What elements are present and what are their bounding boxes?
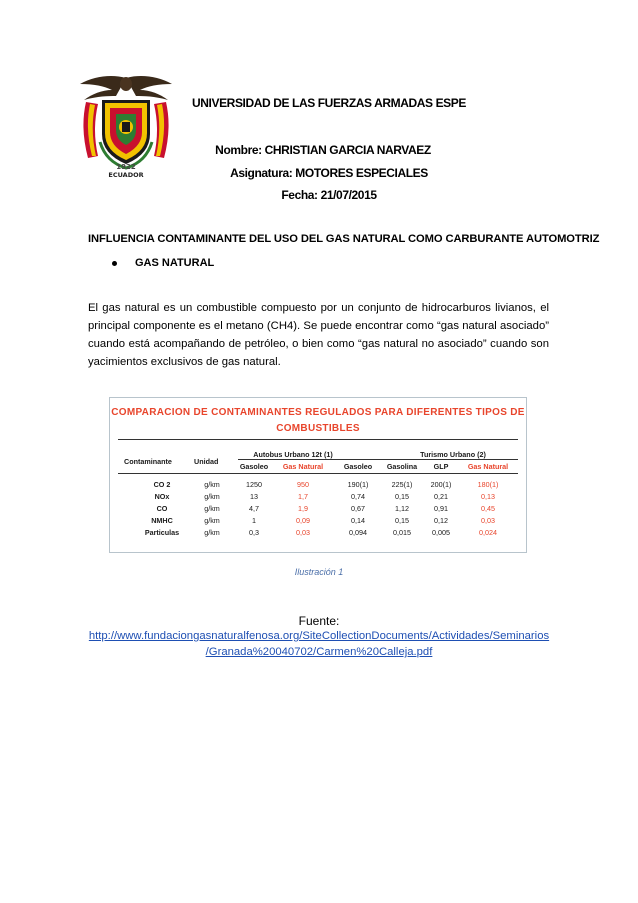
pollutants-table: [109, 397, 527, 553]
table-title-line-1: COMPARACION DE CONTAMINANTES REGULADOS PARA DIFERENTES TIPOS DE: [111, 407, 525, 418]
table-cell: 0,21: [434, 492, 448, 501]
row-unit: g/km: [204, 492, 220, 501]
table-cell: 0,15: [395, 516, 409, 525]
table-cell: 4,7: [249, 504, 259, 513]
group-turismo-rule: [342, 459, 518, 460]
source-link-continued[interactable]: /Granada%20040702/Carmen%20Calleja.pdf: [205, 646, 433, 658]
row-unit: g/km: [204, 528, 220, 537]
svg-text:1922: 1922: [116, 163, 136, 171]
table-cell: 0,015: [393, 528, 411, 537]
subject: Asignatura: MOTORES ESPECIALES: [230, 166, 428, 180]
table-cell: 1: [252, 516, 256, 525]
bullet-icon: [112, 261, 117, 266]
table-divider: [118, 439, 518, 440]
table-cell: 0,03: [296, 528, 310, 537]
table-cell: 0,024: [479, 528, 497, 537]
date: Fecha: 21/07/2015: [281, 188, 377, 202]
university-logo: [72, 72, 180, 180]
table-cell: 0,67: [351, 504, 365, 513]
table-cell: 0,91: [434, 504, 448, 513]
group-bus-rule: [238, 459, 342, 460]
subcol-header: Gasolina: [386, 462, 418, 471]
col-contaminante: Contaminante: [124, 457, 172, 466]
bullet-item: [112, 257, 214, 269]
subcol-header: Gas Natural: [282, 462, 324, 471]
header-rule: [118, 473, 518, 474]
table-cell: 180(1): [477, 480, 499, 489]
paragraph-line: yacimientos exclusivos de gas natural.: [88, 356, 281, 368]
table-cell: 0,15: [395, 492, 409, 501]
table-cell: 950: [297, 480, 309, 489]
university-name: UNIVERSIDAD DE LAS FUERZAS ARMADAS ESPE: [192, 96, 466, 110]
document-title: INFLUENCIA CONTAMINANTE DEL USO DEL GAS NATURAL COMO CARBURANTE AUTOMOTRIZ: [88, 233, 600, 245]
row-unit: g/km: [204, 504, 220, 513]
table-cell: 0,03: [481, 516, 495, 525]
subcol-header: GLP: [433, 462, 449, 471]
paragraph-line: cuando está acompañando de petróleo, o bien como “gas natural no asociado” cuando son: [88, 338, 549, 350]
row-pollutant: Particulas: [144, 528, 180, 537]
table-cell: 200(1): [430, 480, 452, 489]
student-name: Nombre: CHRISTIAN GARCIA NARVAEZ: [215, 143, 431, 157]
source-label: Fuente:: [298, 614, 340, 628]
figure-caption: Ilustración 1: [294, 567, 344, 577]
table-cell: 190(1): [347, 480, 369, 489]
table-cell: 1,9: [298, 504, 308, 513]
table-cell: 0,005: [432, 528, 450, 537]
table-cell: 0,09: [296, 516, 310, 525]
row-pollutant: NOx: [154, 492, 170, 501]
table-cell: 0,45: [481, 504, 495, 513]
table-cell: 0,13: [481, 492, 495, 501]
table-cell: 0,74: [351, 492, 365, 501]
col-unidad: Unidad: [194, 457, 219, 466]
row-pollutant: NMHC: [151, 516, 173, 525]
coat-of-arms-icon: [72, 72, 180, 180]
body-paragraph: [88, 299, 549, 371]
table-cell: 0,094: [349, 528, 367, 537]
table-title: [110, 405, 526, 437]
source-link[interactable]: http://www.fundaciongasnaturalfenosa.org/SiteCollectionDocuments/Actividades/Seminarios: [88, 630, 550, 642]
table-cell: 1250: [246, 480, 262, 489]
table-cell: 13: [250, 492, 258, 501]
table-cell: 1,7: [298, 492, 308, 501]
table-cell: 225(1): [391, 480, 413, 489]
subcol-header: Gas Natural: [467, 462, 509, 471]
bullet-text: GAS NATURAL: [135, 257, 215, 269]
subcol-header: Gasoleo: [343, 462, 373, 471]
table-cell: 0,14: [351, 516, 365, 525]
svg-text:ECUADOR: ECUADOR: [108, 171, 144, 179]
group-bus-header: Autobus Urbano 12t (1): [253, 450, 333, 459]
subcol-header: Gasoleo: [239, 462, 269, 471]
paragraph-line: El gas natural es un combustible compuesto por un conjunto de hidrocarburos livianos, el: [88, 302, 549, 314]
row-unit: g/km: [204, 480, 220, 489]
table-cell: 0,3: [249, 528, 259, 537]
paragraph-line: principal componente es el metano (CH4). Se puede encontrar como “gas natural asociado”: [88, 320, 549, 332]
table-title-line-2: COMBUSTIBLES: [276, 423, 360, 434]
row-pollutant: CO: [156, 504, 168, 513]
row-unit: g/km: [204, 516, 220, 525]
group-turismo-header: Turismo Urbano (2): [420, 450, 486, 459]
table-cell: 0,12: [434, 516, 448, 525]
table-cell: 1,12: [395, 504, 409, 513]
row-pollutant: CO 2: [153, 480, 171, 489]
